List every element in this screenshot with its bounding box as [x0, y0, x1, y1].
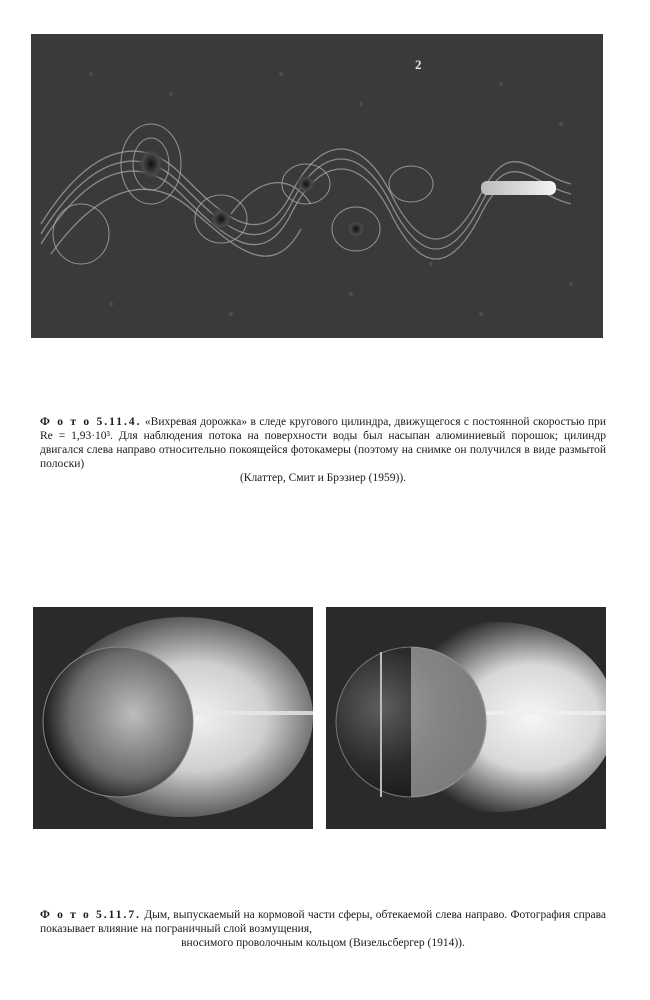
sphere-smoke-image-right — [326, 607, 606, 829]
caption-photo-5-11-4 — [40, 415, 606, 485]
vortex-street-image — [31, 34, 603, 338]
sphere-smoke-image-left — [33, 607, 313, 829]
caption-body: Дым, выпускаемый на кормовой части сферы, обтекаемой слева направо. Фотография справа показывает влияние на пограничный слой возмущения, — [40, 909, 606, 935]
sphere-smoke-photo-left — [33, 607, 313, 829]
sphere-smoke-photo-right — [326, 607, 606, 829]
caption-photo-5-11-7 — [40, 908, 606, 950]
vortex-street-photo — [31, 34, 603, 338]
caption-lead: Ф о т о 5.11.4. — [40, 416, 142, 428]
caption-citation: вносимого проволочным кольцом (Визельсбергер (1914)). — [181, 937, 465, 949]
caption-lead: Ф о т о 5.11.7. — [40, 909, 142, 921]
blurred-cylinder-streak — [481, 181, 556, 195]
caption-body: «Вихревая дорожка» в следе кругового цилиндра, движущегося с постоянной скоростью при Re = 1,93·10³. Для наблюдения потока на поверхности воды был насыпан алюминиевый порошок; цилиндр двигался слева направо относительно покоящейся фотокамеры (поэтому на снимке он получился в виде размытой полоски) — [40, 416, 606, 470]
inset-label: 2 — [415, 57, 422, 72]
caption-citation: (Клаттер, Смит и Брэзиер (1959)). — [239, 472, 407, 484]
